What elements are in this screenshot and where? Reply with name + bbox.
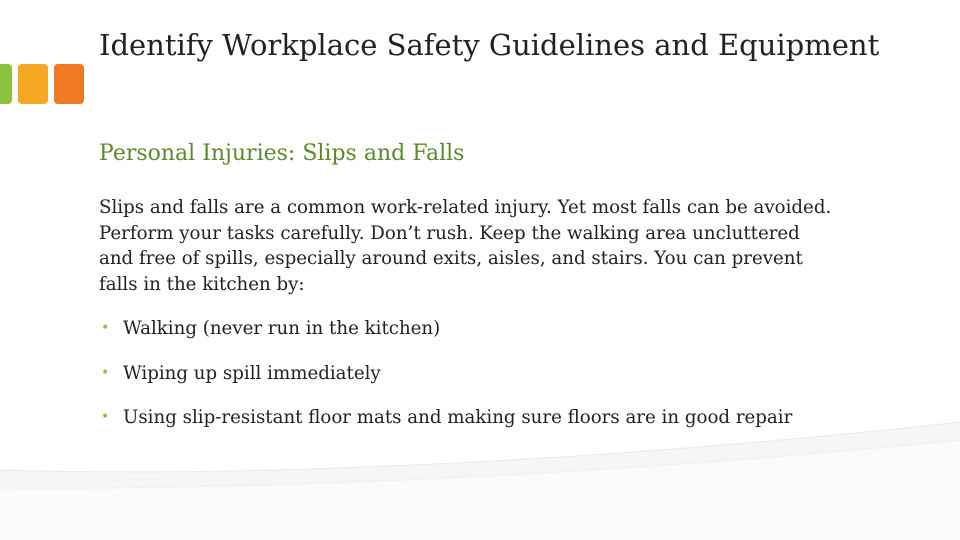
accent-bar-green <box>0 64 12 104</box>
list-item <box>99 361 839 387</box>
accent-bar-orange <box>54 64 84 104</box>
bullet-icon: • <box>101 364 110 381</box>
bullet-text: Using slip-resistant floor mats and making sure floors are in good repair <box>123 407 793 429</box>
bullet-icon: • <box>101 320 110 336</box>
bullet-text: Wiping up spill immediately <box>123 362 381 384</box>
bullet-list <box>99 316 839 450</box>
swoosh-band-mid <box>0 440 960 540</box>
accent-bar-yellow <box>18 64 48 104</box>
bullet-icon: • <box>101 409 110 426</box>
list-item <box>99 316 839 342</box>
slide-title: Identify Workplace Safety Guidelines and Equipment <box>99 28 880 62</box>
list-item <box>99 405 839 431</box>
bullet-text: Walking (never run in the kitchen) <box>123 318 441 339</box>
body-paragraph: Slips and falls are a common work-related injury. Yet most falls can be avoided. Perform your tasks carefully. Don’t rush. Keep the walking area uncluttered and free of spills, especially around exits, aisles, and stairs. You can prevent falls in the kitchen by: <box>99 197 832 295</box>
slide-subtitle: Personal Injuries: Slips and Falls <box>99 141 465 166</box>
